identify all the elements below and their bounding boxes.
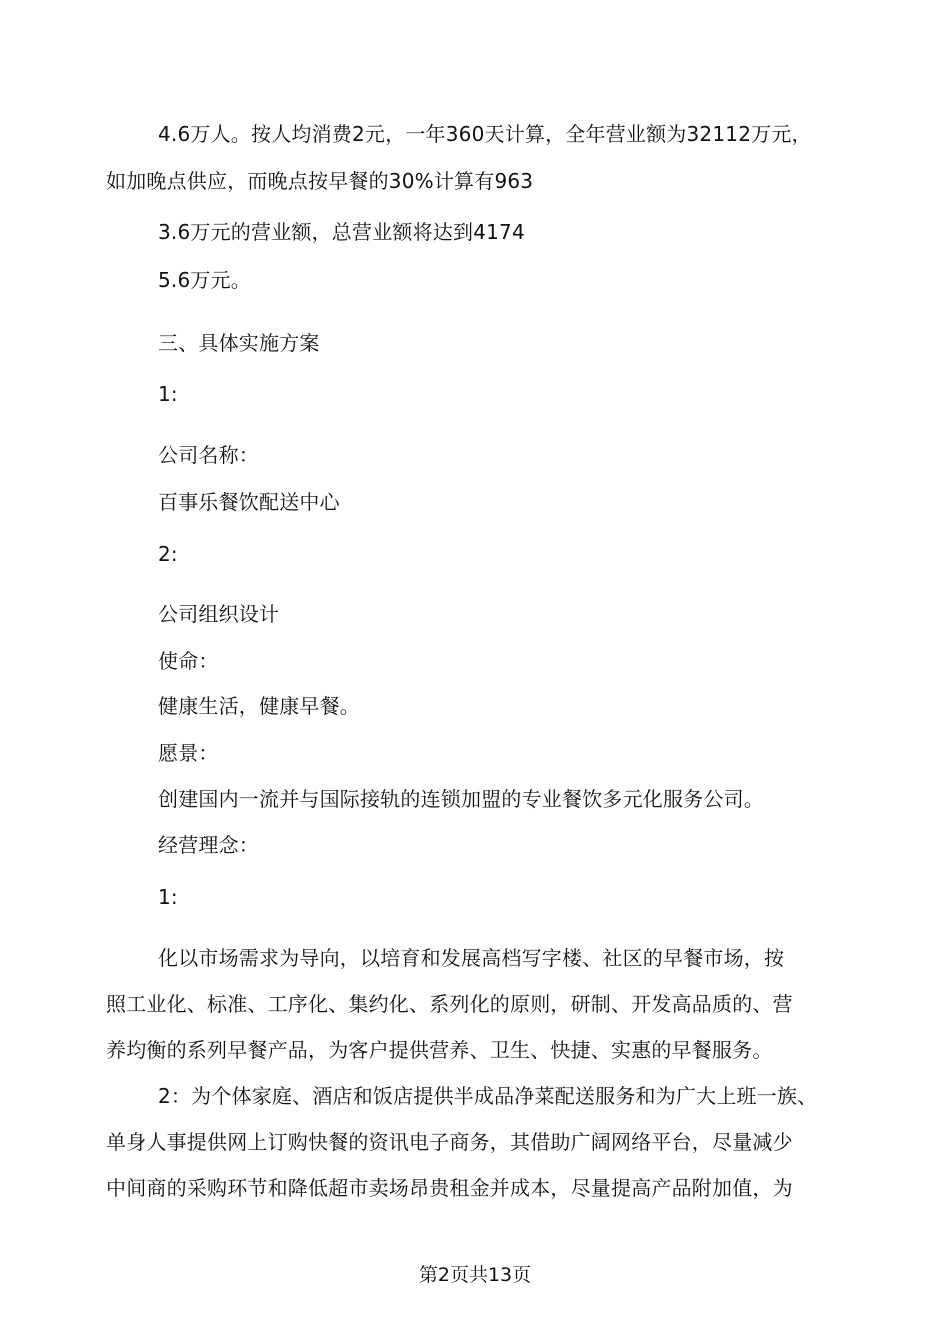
text-line: 百事乐餐饮配送中心 [158, 490, 340, 514]
text-line: 健康生活，健康早餐。 [158, 694, 360, 718]
page-number: 第2页共13页 [418, 1264, 532, 1286]
text-line: 养均衡的系列早餐产品，为客户提供营养、卫生、快捷、实惠的早餐服务。 [106, 1038, 773, 1062]
text-line: 中间商的采购环节和降低超市卖场昂贵租金并成本，尽量提高产品附加值，为 [106, 1176, 793, 1200]
text-line: 1: [158, 382, 178, 406]
text-line: 2：为个体家庭、酒店和饭店提供半成品净菜配送服务和为广大上班一族、 [158, 1084, 818, 1108]
text-line: 公司名称： [158, 443, 259, 467]
text-line: 单身人事提供网上订购快餐的资讯电子商务，其借助广阔网络平台，尽量减少 [106, 1130, 793, 1154]
text-line: 经营理念： [158, 833, 259, 857]
text-line: 4.6万人。按人均消费2元，一年360天计算，全年营业额为32112万元， [158, 122, 812, 146]
text-line: 3.6万元的营业额，总营业额将达到4174 [158, 220, 525, 244]
text-line: 如加晚点供应，而晚点按早餐的30%计算有963 [106, 169, 534, 193]
text-line: 创建国内一流并与国际接轨的连锁加盟的专业餐饮多元化服务公司。 [158, 787, 764, 811]
text-line: 2: [158, 542, 178, 566]
text-line: 公司组织设计 [158, 602, 280, 626]
text-line: 愿景： [158, 741, 219, 765]
text-line: 5.6万元。 [158, 268, 252, 292]
text-line: 化以市场需求为导向，以培育和发展高档写字楼、社区的早餐市场，按 [158, 946, 785, 970]
text-line: 使命： [158, 649, 219, 673]
section-heading: 三、具体实施方案 [158, 331, 320, 355]
text-line: 1: [158, 885, 178, 909]
text-line: 照工业化、标准、工序化、集约化、系列化的原则，研制、开发高品质的、营 [106, 992, 793, 1016]
